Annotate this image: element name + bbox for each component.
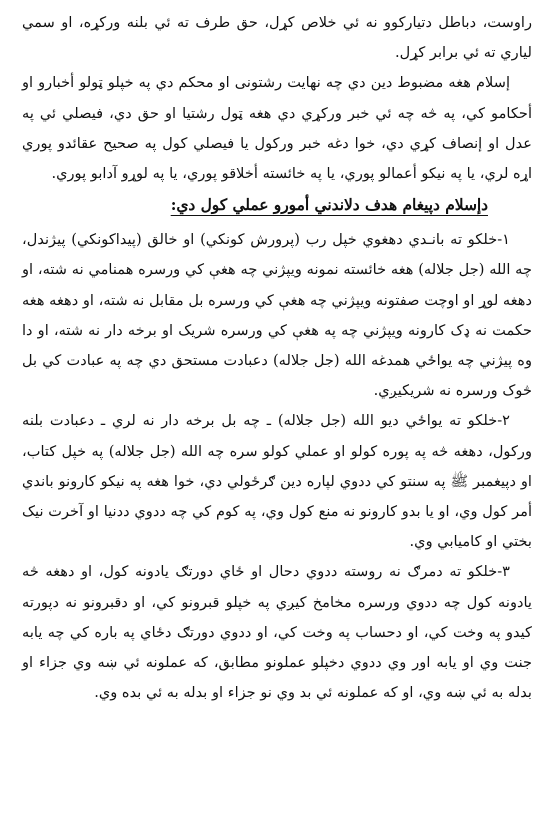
- list-item-1: ۱-خلکو ته بانـدي دهغوي خپل رب (پرورش کونکي) او خالق (پیداکونکي) پیژندل، چه الله (جل جلاله) هغه خائسته نمونه ویپژني چه هغې کي ورسره همنامي نه شته، او دهغه لوړ او اوچت صفتونه ویپژني چه هغې کي ورسره بل مقابل نه شته، او دهغه هغه حکمت نه ډک کارونه ویپژني چه په هغې کي ورسره شریک او برخه دار نه شته، او دا وه پیژني چه یواځي همدغه الله (جل جلاله) دعبادت مستحق دي چه په عبادت کي بل څوک ورسره نه شریکیږي.: [21, 231, 532, 400]
- paragraph-islam-description: إسلام هغه مضبوط دین دي چه نهایت رشتونی او محکم دي په خپلو ټولو أخبارو او أحکامو کي، په څه چه ئي خبر ورکړي دي هغه ټول رشتیا او حق دي، فیصلي ئي په عدل او إنصاف کړي دي، خوا دغه خبر ورکول یا فیصلي کول په صحیح عقائدو پوري اړه لري، یا په نیکو أعمالو پوري، یا په خائسته أخلاقو پوري، یا په لوړو آدابو پوري.: [22, 74, 532, 183]
- section-heading: دإسلام دپیغام هدف دلاندني أمورو عملي کول دي:: [170, 196, 488, 215]
- document-page: [22, 8, 532, 814]
- list-item-3: ۳-خلکو ته دمرګ نه روسته ددوي دحال او ځاي دورتګ یادونه کول، او دهغه څه یادونه کول چه ددوي ورسره مخامخ کیږي په خپلو قبرونو کي، او دقبرونو نه دپورته کیدو په وخت کي، او دحساب په وخت کي، او ددوي دورتګ دځاي په باره کي چه یابه جنت وي او یابه اور وي ددوي دخپلو عملونو مطابق، که عملونه ئي ښه وي جزاء او بدله به ئي ښه وي، او که عملونه ئي بد وي نو جزاء او بدله به ئي بده وي.: [22, 563, 532, 702]
- paragraph-continuation: راوست، دباطل دتیارکوو نه ئي خلاص کړل، حق طرف ته ئي بلنه ورکړه، او سمي لیاري ته ئي برابر کړل.: [22, 14, 532, 62]
- list-item-2: ۲-خلکو ته یواځي دیو الله (جل جلاله) ـ چه بل برخه دار نه لري ـ دعبادت بلنه ورکول، دهغه څه په پوره کولو او عملي کولو سره چه الله (جل جلاله) په خپل کتاب، او دپیغمبر ﷺ په سنتو کي ددوي لپاره دین ګرځولي دي، خوا هغه په نیکو کارونو باندي أمر کول وي، او یا بدو کارونو نه منع کول وي، په کوم کي چه ددوي ددنیا او آخرت نیک بختي او کامیابي وي.: [22, 412, 532, 551]
